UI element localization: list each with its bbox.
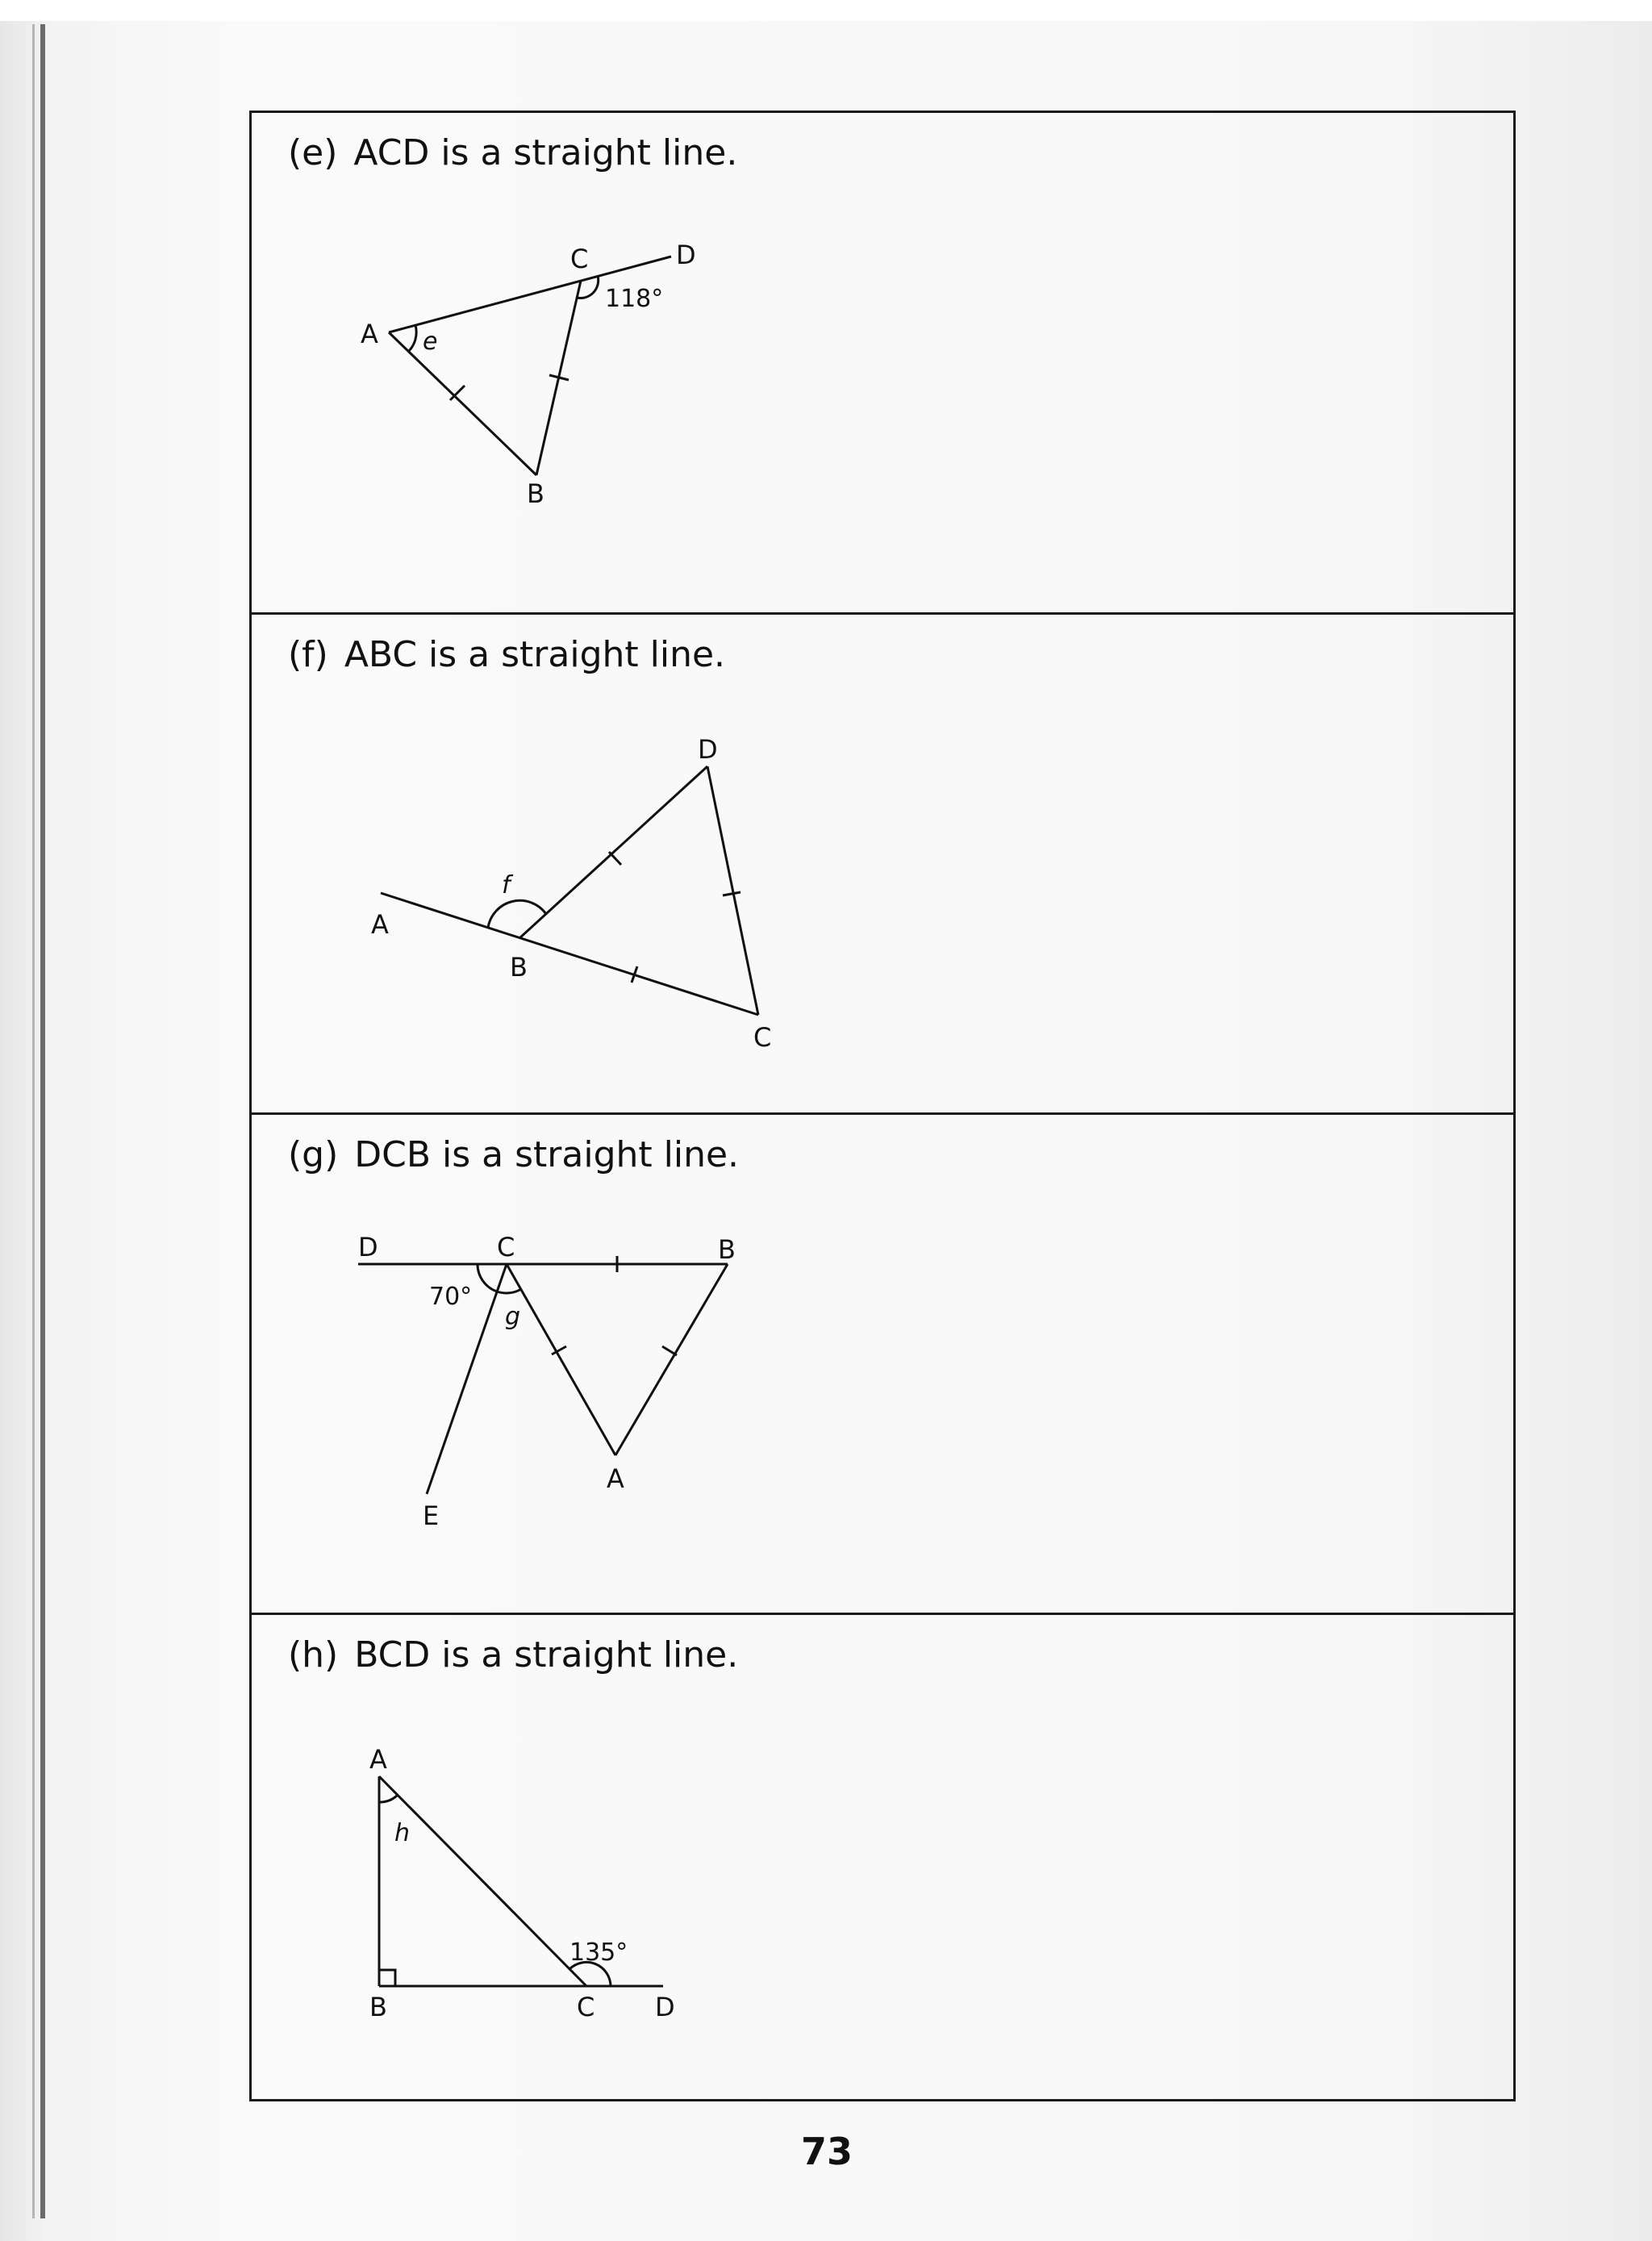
point-a-label: A [607, 1463, 624, 1494]
given-angle-135: 135° [569, 1938, 628, 1967]
problem-g-label: (g) [288, 1134, 339, 1175]
side-ba [615, 1264, 728, 1455]
unknown-h: h [394, 1819, 411, 1847]
angle-arc-h [379, 1795, 398, 1802]
point-c-label: C [577, 1992, 595, 2022]
page-number: 73 [800, 2130, 853, 2173]
problem-g [252, 1115, 1513, 1615]
point-d-label: D [676, 240, 696, 270]
angle-arc-f [488, 900, 546, 928]
given-angle-70: 70° [429, 1283, 473, 1311]
angle-arc-e [408, 325, 416, 352]
right-angle-marker [379, 1970, 395, 1986]
side-ca [507, 1264, 615, 1455]
point-b-label: B [369, 1992, 387, 2022]
diagram-g [252, 1115, 1513, 1613]
point-a-label: A [369, 1744, 387, 1775]
angle-arc-70 [478, 1264, 497, 1292]
problem-e-label: (e) [288, 132, 338, 173]
point-a-label: A [371, 909, 389, 940]
tick-bd [609, 852, 621, 865]
unknown-f: f [502, 871, 511, 899]
point-d-label: D [358, 1232, 378, 1262]
problem-e [252, 113, 1513, 615]
binding-shadow [32, 24, 35, 2218]
point-c-label: C [753, 1022, 772, 1053]
line-abc [381, 893, 758, 1015]
diagram-f [252, 615, 1513, 1112]
given-angle-118: 118° [605, 285, 664, 313]
point-b-label: B [510, 952, 528, 983]
unknown-g: g [505, 1303, 521, 1331]
point-d-label: D [655, 1992, 675, 2022]
binding-edge [40, 24, 45, 2218]
point-b-label: B [718, 1234, 736, 1265]
side-ab [389, 332, 536, 475]
exercise-frame [249, 111, 1516, 2101]
diagram-h [252, 1615, 1513, 2099]
problem-g-statement: DCB is a straight line. [354, 1134, 740, 1175]
problem-e-statement: ACD is a straight line. [353, 132, 738, 173]
unknown-e: e [423, 328, 438, 356]
problem-h [252, 1615, 1513, 2099]
problem-f [252, 615, 1513, 1115]
point-c-label: C [497, 1232, 515, 1262]
point-e-label: E [423, 1500, 440, 1531]
problem-h-statement: BCD is a straight line. [354, 1634, 739, 1676]
side-bd [519, 766, 707, 938]
problem-f-label: (f) [288, 634, 328, 675]
tick-dc [723, 892, 740, 895]
side-dc [707, 766, 758, 1015]
point-b-label: B [527, 478, 544, 509]
diagram-e [252, 113, 1513, 613]
tick-ba [662, 1346, 677, 1355]
side-ac [379, 1776, 586, 1986]
angle-arc-g [497, 1289, 521, 1293]
scan-top-edge [0, 0, 1652, 21]
point-d-label: D [698, 734, 718, 765]
problem-h-label: (h) [288, 1634, 339, 1676]
point-c-label: C [570, 244, 589, 274]
problem-f-statement: ABC is a straight line. [344, 634, 726, 675]
point-a-label: A [361, 319, 378, 349]
